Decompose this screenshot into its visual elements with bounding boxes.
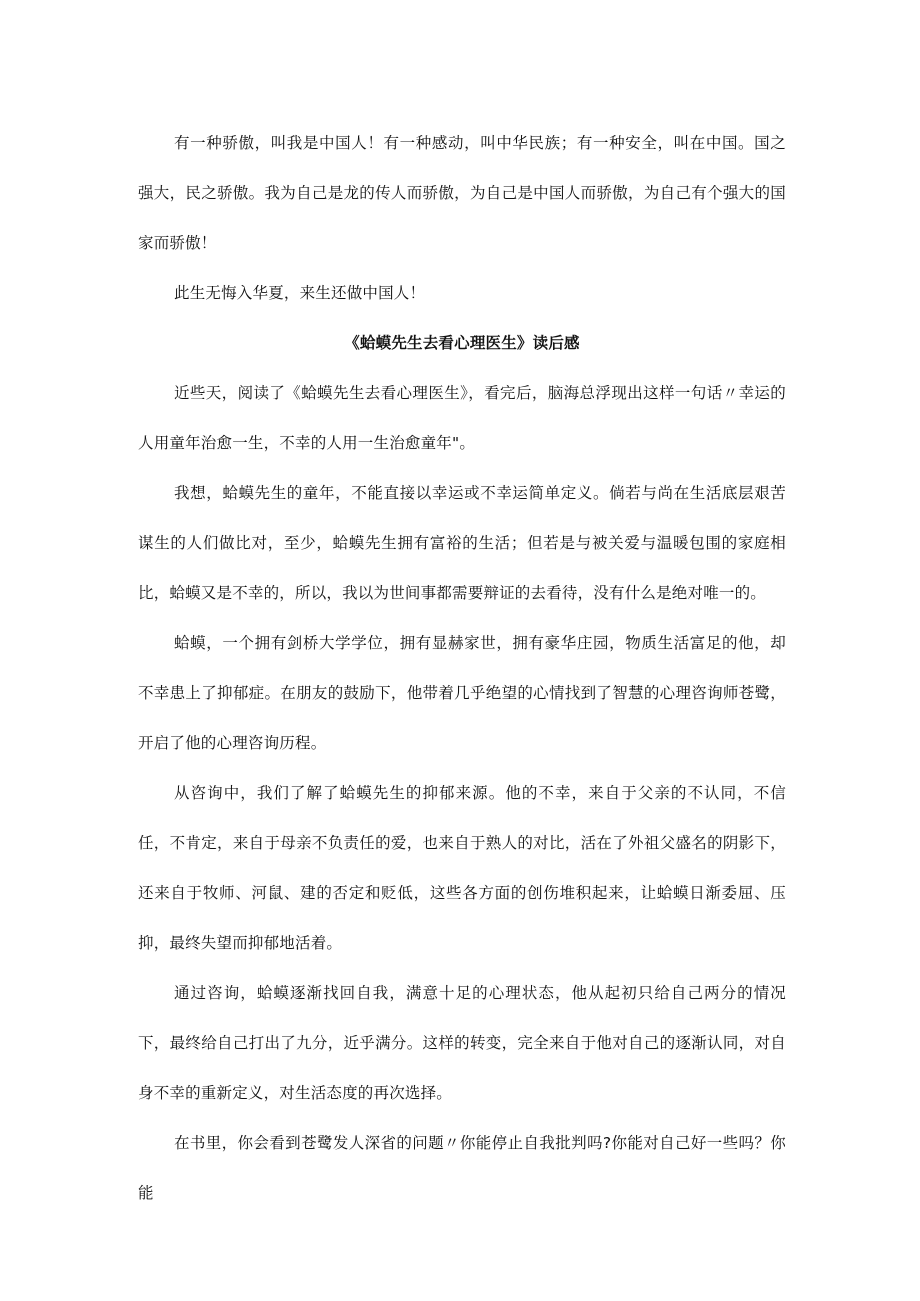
essay-paragraph-5: 通过咨询，蛤蟆逐渐找回自我，满意十足的心理状态，他从起初只给自己两分的情况下，最终给自己打出了九分，近乎满分。这样的转变，完全来自于他对自己的逐渐认同，对自身不幸的重新定义，对生活态度的再次选择。 — [138, 984, 786, 1102]
essay-paragraph-4: 从咨询中，我们了解了蛤蟆先生的抑郁来源。他的不幸，来自于父亲的不认同，不信任，不肯定，来自于母亲不负责任的爱，也来自于熟人的对比，活在了外祖父盛名的阴影下，还来自于牧师、河鼠、建的否定和贬低，这些各方面的创伤堆积起来，让蛤蟆日渐委屈、压抑，最终失望而抑郁地活着。 — [138, 784, 786, 952]
intro-paragraph-2: 此生无悔入华夏，来生还做中国人！ — [174, 284, 426, 302]
intro-paragraph-1: 有一种骄傲，叫我是中国人！有一种感动，叫中华民族；有一种安全，叫在中国。国之强大，民之骄傲。我为自己是龙的传人而骄傲，为自己是中国人而骄傲，为自己有个强大的国家而骄傲！ — [138, 134, 786, 252]
essay-title: 《蛤蟆先生去看心理医生》读后感 — [344, 334, 580, 352]
essay-paragraph-2: 我想，蛤蟆先生的童年，不能直接以幸运或不幸运简单定义。倘若与尚在生活底层艰苦谋生的人们做比对，至少，蛤蟆先生拥有富裕的生活；但若是与被关爱与温暖包围的家庭相比，蛤蟆又是不幸的，所以，我以为世间事都需要辩证的去看待，没有什么是绝对唯一的。 — [138, 484, 786, 602]
essay-paragraph-6: 在书里，你会看到苍鹭发人深省的问题〃你能停止自我批判吗?你能对自己好一些吗？你能 — [138, 1134, 786, 1202]
essay-paragraph-1: 近些天，阅读了《蛤蟆先生去看心理医生》，看完后，脑海总浮现出这样一句话〃幸运的人用童年治愈一生，不幸的人用一生治愈童年"。 — [138, 384, 786, 452]
essay-paragraph-3: 蛤蟆，一个拥有剑桥大学学位，拥有显赫家世，拥有豪华庄园，物质生活富足的他，却不幸患上了抑郁症。在朋友的鼓励下，他带着几乎绝望的心情找到了智慧的心理咨询师苍鹭，开启了他的心理咨询历程。 — [138, 634, 786, 752]
document-page — [138, 118, 786, 1218]
